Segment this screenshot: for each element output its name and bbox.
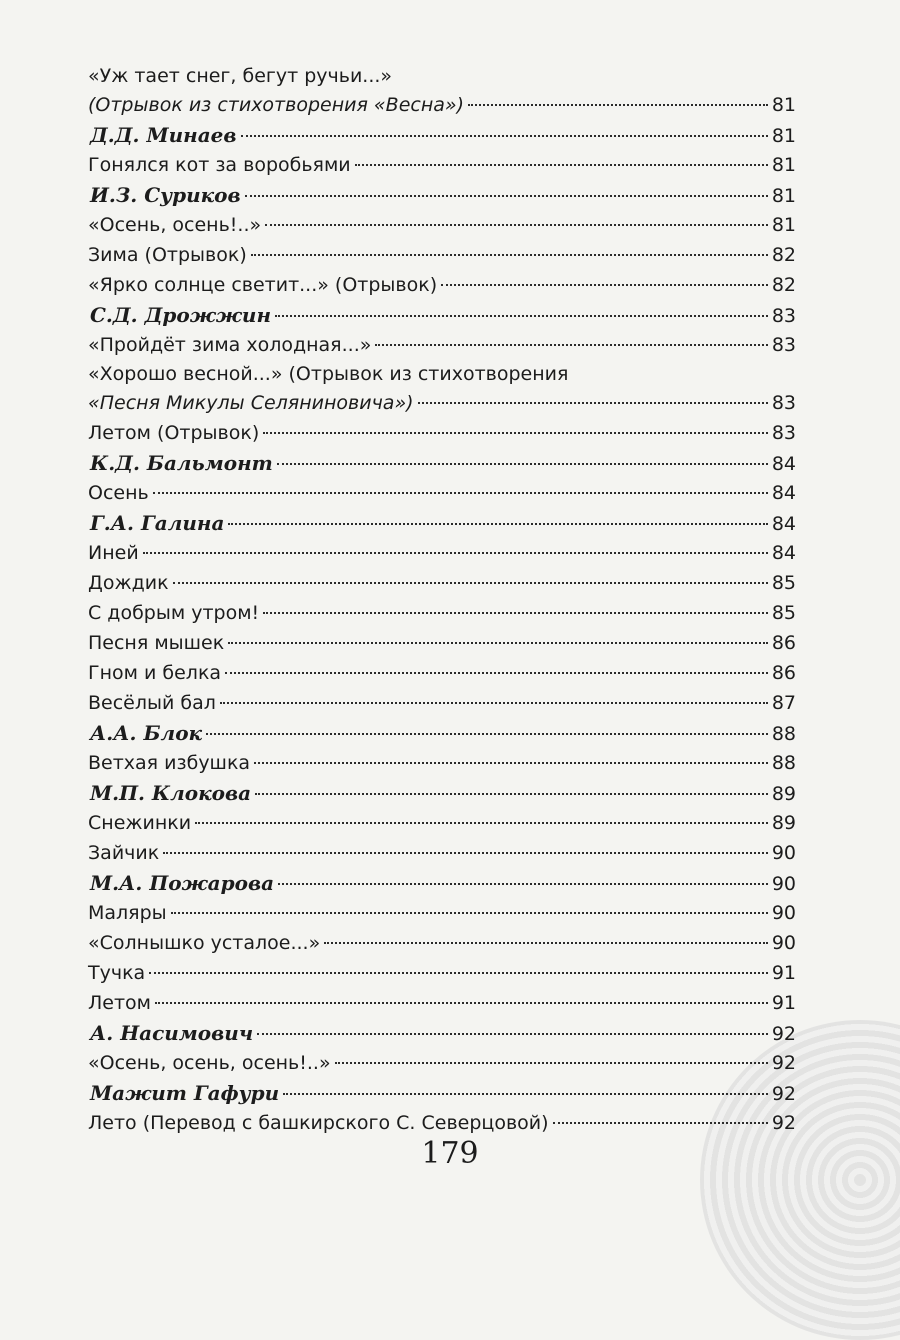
toc-entry-row bbox=[88, 658, 796, 688]
toc-entry-row bbox=[88, 898, 796, 928]
toc-page-number: 92 bbox=[771, 1023, 796, 1045]
toc-entry-row bbox=[88, 330, 796, 360]
poem-title: Летом (Отрывок) bbox=[88, 422, 260, 444]
toc-entry-row bbox=[88, 988, 796, 1018]
toc-page-number: 90 bbox=[771, 932, 796, 954]
dot-leader bbox=[195, 822, 768, 824]
dot-leader bbox=[163, 852, 768, 854]
author-name: М.П. Клокова bbox=[90, 781, 252, 805]
toc-page-number: 84 bbox=[771, 542, 796, 564]
poem-title: «Солнышко усталое...» bbox=[88, 932, 321, 954]
toc-page-number: 84 bbox=[771, 453, 796, 475]
dot-leader bbox=[173, 582, 768, 584]
poem-title: «Осень, осень!..» bbox=[88, 214, 262, 236]
toc-entry-row bbox=[88, 90, 796, 120]
dot-leader bbox=[255, 793, 768, 795]
toc-author-row bbox=[88, 300, 796, 330]
toc-page-number: 86 bbox=[771, 662, 796, 684]
author-name: И.З. Суриков bbox=[90, 183, 241, 207]
toc-page-number: 91 bbox=[771, 962, 796, 984]
toc-author-row bbox=[88, 1018, 796, 1048]
toc-page-number: 87 bbox=[771, 692, 796, 714]
toc-page-number: 88 bbox=[771, 752, 796, 774]
dot-leader bbox=[553, 1122, 768, 1124]
poem-title: Иней bbox=[88, 542, 139, 564]
toc-page-number: 92 bbox=[771, 1112, 796, 1134]
toc-entry-row bbox=[88, 1048, 796, 1078]
toc-entry-row bbox=[88, 838, 796, 868]
toc-entry-row bbox=[88, 210, 796, 240]
poem-title: Песня мышек bbox=[88, 632, 225, 654]
toc-page-number: 90 bbox=[771, 842, 796, 864]
toc-entry-row bbox=[88, 598, 796, 628]
dot-leader bbox=[245, 195, 768, 197]
author-name: Мажит Гафури bbox=[90, 1081, 280, 1105]
poem-title: Гонялся кот за воробьями bbox=[88, 154, 351, 176]
dot-leader bbox=[206, 733, 768, 735]
toc-entry-row bbox=[88, 928, 796, 958]
toc-page-number: 85 bbox=[771, 572, 796, 594]
toc-page-number: 90 bbox=[771, 902, 796, 924]
dot-leader bbox=[228, 642, 768, 644]
dot-leader bbox=[241, 135, 768, 137]
dot-leader bbox=[278, 883, 768, 885]
dot-leader bbox=[171, 912, 768, 914]
table-of-contents bbox=[88, 62, 796, 1138]
toc-page-number: 81 bbox=[771, 154, 796, 176]
poem-title: Зайчик bbox=[88, 842, 160, 864]
toc-page-number: 83 bbox=[771, 422, 796, 444]
dot-leader bbox=[468, 104, 768, 106]
dot-leader bbox=[418, 402, 768, 404]
dot-leader bbox=[375, 344, 767, 346]
toc-page-number: 82 bbox=[771, 274, 796, 296]
dot-leader bbox=[275, 315, 768, 317]
toc-author-row bbox=[88, 778, 796, 808]
dot-leader bbox=[257, 1033, 768, 1035]
toc-entry-row bbox=[88, 958, 796, 988]
dot-leader bbox=[265, 224, 768, 226]
poem-title: Летом bbox=[88, 992, 152, 1014]
toc-page-number: 92 bbox=[771, 1083, 796, 1105]
toc-entry-row bbox=[88, 568, 796, 598]
toc-page-number: 89 bbox=[771, 812, 796, 834]
poem-title: Ветхая избушка bbox=[88, 752, 251, 774]
dot-leader bbox=[220, 702, 768, 704]
poem-title: «Осень, осень, осень!..» bbox=[88, 1052, 331, 1074]
page-number: 179 bbox=[421, 1136, 479, 1171]
dot-leader bbox=[251, 254, 768, 256]
author-name: К.Д. Бальмонт bbox=[90, 451, 273, 475]
toc-author-row bbox=[88, 508, 796, 538]
poem-title: Весёлый бал bbox=[88, 692, 216, 714]
toc-page-number: 88 bbox=[771, 723, 796, 745]
toc-entry-row bbox=[88, 240, 796, 270]
toc-entry-row bbox=[88, 478, 796, 508]
poem-title: Гном и белка bbox=[88, 662, 222, 684]
poem-title: Тучка bbox=[88, 962, 146, 984]
toc-entry-row bbox=[88, 538, 796, 568]
author-name: М.А. Пожарова bbox=[90, 871, 275, 895]
poem-title: (Отрывок из стихотворения «Весна») bbox=[88, 94, 465, 116]
toc-entry-row bbox=[88, 388, 796, 418]
dot-leader bbox=[283, 1093, 768, 1095]
dot-leader bbox=[355, 164, 768, 166]
toc-page-number: 81 bbox=[771, 185, 796, 207]
author-name: А. Насимович bbox=[90, 1021, 254, 1045]
poem-title: Зима (Отрывок) bbox=[88, 244, 247, 266]
toc-author-row bbox=[88, 868, 796, 898]
toc-page-number: 81 bbox=[771, 125, 796, 147]
poem-title: «Песня Микулы Селяниновича») bbox=[88, 392, 414, 414]
toc-page-number: 92 bbox=[771, 1052, 796, 1074]
dot-leader bbox=[335, 1062, 768, 1064]
toc-entry-row bbox=[88, 748, 796, 778]
poem-title: «Хорошо весной...» (Отрывок из стихотворения bbox=[88, 363, 569, 385]
toc-page-number: 86 bbox=[771, 632, 796, 654]
toc-page-number: 83 bbox=[771, 392, 796, 414]
dot-leader bbox=[254, 762, 768, 764]
author-name: А.А. Блок bbox=[90, 721, 203, 745]
dot-leader bbox=[441, 284, 768, 286]
dot-leader bbox=[153, 492, 768, 494]
dot-leader bbox=[143, 552, 768, 554]
poem-title: Маляры bbox=[88, 902, 167, 924]
toc-page-number: 85 bbox=[771, 602, 796, 624]
dot-leader bbox=[155, 1002, 768, 1004]
poem-title: «Уж тает снег, бегут ручьи...» bbox=[88, 65, 393, 87]
dot-leader bbox=[225, 672, 768, 674]
poem-title: «Пройдёт зима холодная...» bbox=[88, 334, 372, 356]
toc-page-number: 90 bbox=[771, 873, 796, 895]
toc-page-number: 84 bbox=[771, 482, 796, 504]
toc-page-number: 81 bbox=[771, 94, 796, 116]
toc-page-number: 89 bbox=[771, 783, 796, 805]
toc-entry-row bbox=[88, 628, 796, 658]
toc-author-row bbox=[88, 180, 796, 210]
dot-leader bbox=[263, 432, 768, 434]
toc-entry-row bbox=[88, 688, 796, 718]
poem-title: Лето (Перевод с башкирского С. Северцовой) bbox=[88, 1112, 549, 1134]
poem-title: Дождик bbox=[88, 572, 169, 594]
toc-page-number: 83 bbox=[771, 305, 796, 327]
toc-page-number: 84 bbox=[771, 513, 796, 535]
author-name: Д.Д. Минаев bbox=[90, 123, 237, 147]
poem-title: «Ярко солнце светит...» (Отрывок) bbox=[88, 274, 438, 296]
toc-entry-row bbox=[88, 360, 796, 388]
toc-page-number: 81 bbox=[771, 214, 796, 236]
toc-page-number: 82 bbox=[771, 244, 796, 266]
toc-entry-row bbox=[88, 808, 796, 838]
author-name: С.Д. Дрожжин bbox=[90, 303, 272, 327]
poem-title: С добрым утром! bbox=[88, 602, 260, 624]
dot-leader bbox=[149, 972, 768, 974]
toc-author-row bbox=[88, 120, 796, 150]
toc-entry-row bbox=[88, 1108, 796, 1138]
dot-leader bbox=[277, 463, 768, 465]
author-name: Г.А. Галина bbox=[90, 511, 225, 535]
toc-entry-row bbox=[88, 270, 796, 300]
toc-author-row bbox=[88, 448, 796, 478]
poem-title: Снежинки bbox=[88, 812, 192, 834]
toc-entry-row bbox=[88, 62, 796, 90]
dot-leader bbox=[324, 942, 768, 944]
poem-title: Осень bbox=[88, 482, 149, 504]
dot-leader bbox=[263, 612, 768, 614]
toc-author-row bbox=[88, 718, 796, 748]
toc-entry-row bbox=[88, 150, 796, 180]
toc-page-number: 91 bbox=[771, 992, 796, 1014]
toc-entry-row bbox=[88, 418, 796, 448]
toc-page-number: 83 bbox=[771, 334, 796, 356]
toc-author-row bbox=[88, 1078, 796, 1108]
dot-leader bbox=[228, 523, 767, 525]
